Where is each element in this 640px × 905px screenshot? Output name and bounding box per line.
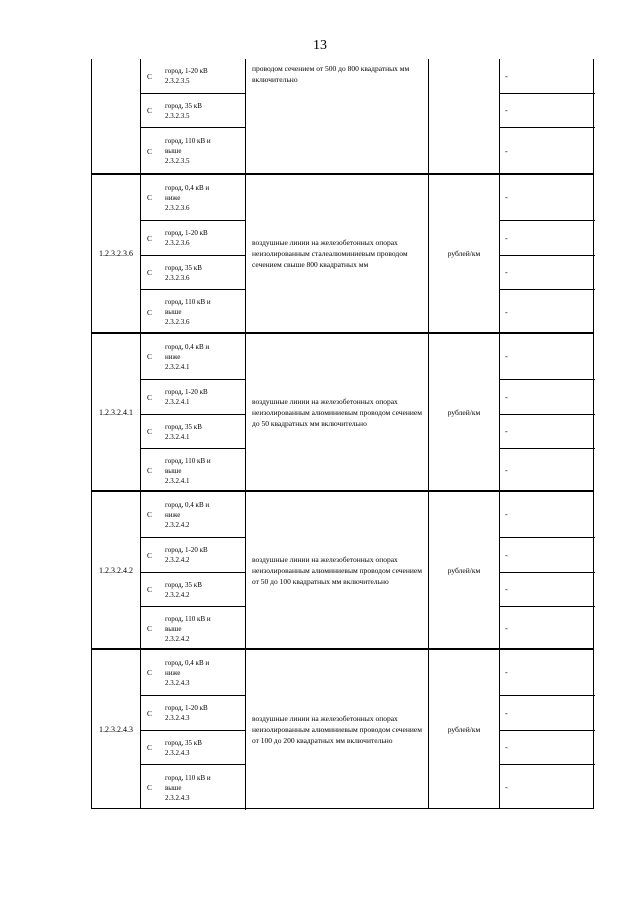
rate-value: - <box>500 492 595 538</box>
voltage-label: город, 110 кВ и выше 2.3.2.4.1 <box>165 456 211 485</box>
rate-value: - <box>505 783 508 792</box>
table-group <box>91 649 594 809</box>
voltage-cell <box>141 415 246 449</box>
voltage-label: город, 35 кВ 2.3.2.4.1 <box>165 422 202 441</box>
category-letter: С <box>147 708 153 718</box>
voltage-cell <box>141 94 246 128</box>
voltage-cell <box>141 290 246 334</box>
voltage-label: город, 0,4 кВ и ниже 2.3.2.4.2 <box>165 500 210 529</box>
voltage-label: город, 35 кВ 2.3.2.4.2 <box>165 580 202 599</box>
rate-value: - <box>500 573 595 607</box>
category-letter: С <box>147 743 153 752</box>
category-letter: С <box>147 193 153 202</box>
table-group <box>91 59 594 174</box>
item-code: 1.2.3.2.4.3 <box>92 650 141 808</box>
item-description: проводом сечением от 500 до 800 квадратных мм включительно <box>246 59 429 173</box>
voltage-label: город, 0,4 кВ и ниже 2.3.2.4.1 <box>165 342 210 371</box>
table-group <box>91 174 594 333</box>
voltage-cell <box>141 59 246 94</box>
category-letter: С <box>147 466 153 475</box>
rate-value: - <box>500 256 595 290</box>
voltage-label: город, 0,4 кВ и ниже 2.3.2.4.3 <box>165 658 210 687</box>
category-letter: С <box>147 233 153 243</box>
rate-value: - <box>500 221 595 256</box>
voltage-label: город, 110 кВ и выше 2.3.2.4.3 <box>165 773 211 802</box>
rate-value: - <box>505 146 508 156</box>
category-letter: С <box>147 668 153 677</box>
item-unit <box>429 59 500 173</box>
page-number: 13 <box>313 38 327 53</box>
rate-value: - <box>500 94 595 128</box>
rate-value: - <box>500 538 595 573</box>
voltage-cell <box>141 175 246 221</box>
voltage-cell <box>141 449 246 492</box>
voltage-label: город, 110 кВ и выше 2.3.2.3.6 <box>165 298 211 326</box>
rate-value: - <box>500 650 595 696</box>
voltage-label: город, 110 кВ и выше 2.3.2.3.5 <box>165 137 211 165</box>
voltage-cell <box>141 334 246 380</box>
voltage-cell <box>141 128 246 174</box>
category-letter: С <box>147 585 153 594</box>
rate-value: - <box>500 415 595 449</box>
voltage-cell <box>141 607 246 650</box>
voltage-cell <box>141 538 246 573</box>
category-letter: С <box>147 268 153 277</box>
rate-value: - <box>500 380 595 415</box>
rate-value: - <box>505 466 508 475</box>
voltage-cell <box>141 696 246 731</box>
voltage-label: город, 35 кВ 2.3.2.3.5 <box>165 101 202 120</box>
voltage-label: город, 1-20 кВ 2.3.2.4.3 <box>165 704 208 722</box>
category-letter: С <box>147 146 153 156</box>
voltage-label: город, 1-20 кВ 2.3.2.3.6 <box>165 229 208 247</box>
voltage-cell <box>141 492 246 538</box>
item-description: воздушные линии на железобетонных опорах неизолированным алюминиевым проводом сечением от 100 до 200 квадратных мм включительно <box>246 650 429 808</box>
rate-value: - <box>500 59 595 94</box>
voltage-cell <box>141 256 246 290</box>
category-letter: С <box>147 307 153 317</box>
voltage-cell <box>141 380 246 415</box>
table-group <box>91 333 594 491</box>
item-description: воздушные линии на железобетонных опорах неизолированным алюминиевым проводом сечением от 50 до 100 квадратных мм включительно <box>246 492 429 648</box>
voltage-cell <box>141 650 246 696</box>
category-letter: С <box>147 510 153 519</box>
rate-value: - <box>500 175 595 221</box>
item-description: воздушные линии на железобетонных опорах неизолированным алюминиевым проводом сечением до 50 квадратных мм включительно <box>246 334 429 490</box>
item-unit: рублей/км <box>429 492 500 648</box>
voltage-label: город, 35 кВ 2.3.2.4.3 <box>165 738 202 757</box>
rate-value: - <box>500 334 595 380</box>
item-unit: рублей/км <box>429 650 500 808</box>
category-letter: С <box>147 550 153 560</box>
voltage-label: город, 0,4 кВ и ниже 2.3.2.3.6 <box>165 183 210 212</box>
item-code: 1.2.3.2.4.2 <box>92 492 141 648</box>
rate-value: - <box>500 696 595 731</box>
voltage-label: город, 110 кВ и выше 2.3.2.4.2 <box>165 614 211 643</box>
category-letter: С <box>147 392 153 402</box>
voltage-label: город, 1-20 кВ 2.3.2.4.2 <box>165 546 208 564</box>
voltage-label: город, 1-20 кВ 2.3.2.4.1 <box>165 388 208 406</box>
category-letter: С <box>147 427 153 436</box>
category-letter: С <box>147 352 153 361</box>
voltage-cell <box>141 731 246 765</box>
voltage-cell <box>141 573 246 607</box>
category-letter: С <box>147 783 153 792</box>
table-group <box>91 491 594 649</box>
rate-value: - <box>505 624 508 633</box>
item-code: 1.2.3.2.3.6 <box>92 175 141 332</box>
voltage-cell <box>141 765 246 810</box>
category-letter: С <box>147 624 153 633</box>
rate-value: - <box>505 307 508 317</box>
rate-value: - <box>500 731 595 765</box>
voltage-cell <box>141 221 246 256</box>
item-code <box>92 59 141 173</box>
item-unit: рублей/км <box>429 334 500 490</box>
item-unit: рублей/км <box>429 175 500 332</box>
voltage-label: город, 35 кВ 2.3.2.3.6 <box>165 263 202 282</box>
item-description: воздушные линии на железобетонных опорах неизолированным сталеалюминиевым проводом сечением свыше 800 квадратных мм <box>246 175 429 332</box>
item-code: 1.2.3.2.4.1 <box>92 334 141 490</box>
category-letter: С <box>147 106 153 115</box>
voltage-label: город, 1-20 кВ 2.3.2.3.5 <box>165 67 208 85</box>
category-letter: С <box>147 71 153 81</box>
